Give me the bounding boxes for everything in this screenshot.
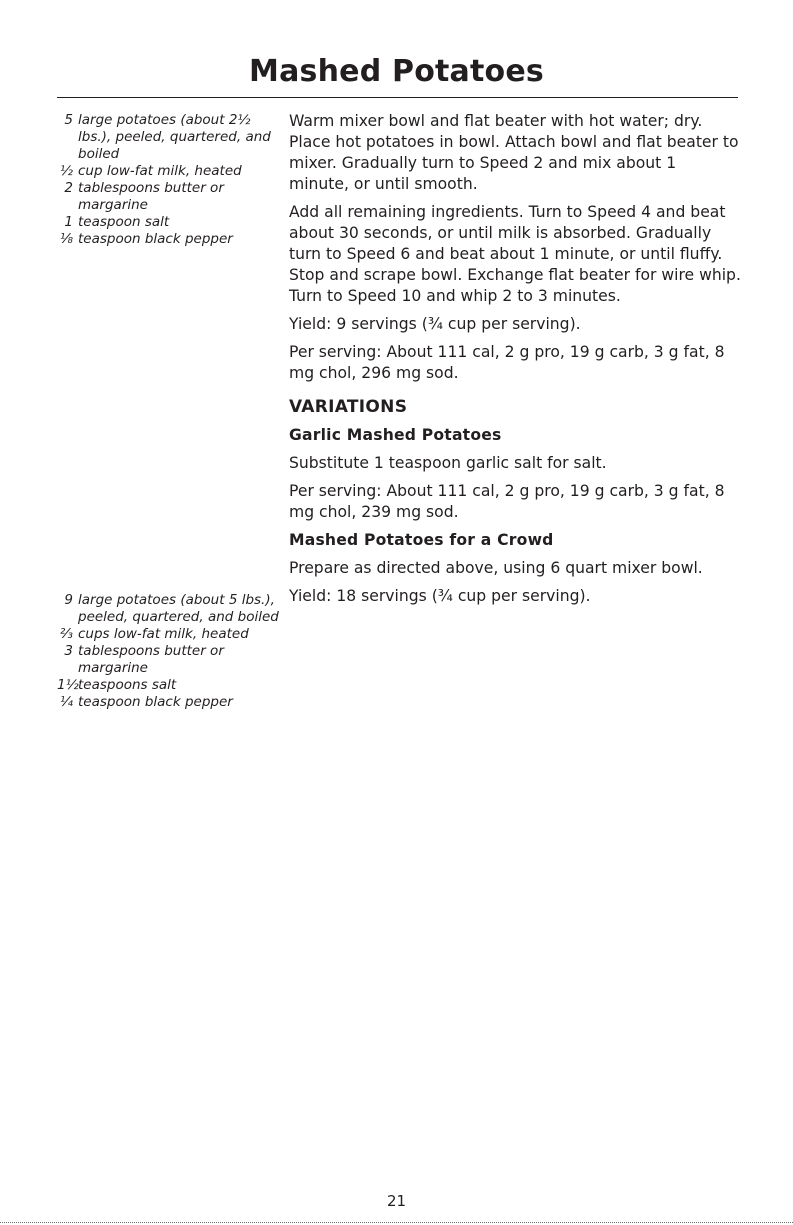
ingredient-item	[57, 231, 282, 248]
ingredient-item	[57, 694, 282, 711]
crowd-variation-text: Prepare as directed above, using 6 quart mixer bowl.	[289, 559, 703, 577]
garlic-variation-text: Substitute 1 teaspoon garlic salt for salt.	[289, 454, 607, 472]
ingredient-quantity: ⅛	[59, 231, 73, 247]
ingredient-item	[57, 643, 282, 677]
page-number: 21	[386, 1192, 407, 1210]
ingredient-item	[57, 592, 282, 626]
ingredient-text: teaspoon salt	[78, 214, 170, 230]
ingredient-item	[57, 163, 282, 180]
ingredient-quantity: 2	[64, 180, 73, 196]
ingredient-quantity: 3	[64, 643, 73, 659]
ingredient-text: teaspoon black pepper	[78, 694, 233, 710]
ingredient-list-main	[57, 112, 282, 248]
ingredient-text: teaspoon black pepper	[78, 231, 233, 247]
ingredient-item	[57, 180, 282, 214]
method-step: Add all remaining ingredients. Turn to Speed 4 and beat about 30 seconds, or until milk is absorbed. Gradually turn to Speed 6 and beat about 1 minute, or until fluffy. Stop and scrape bowl. Exchange flat beater for wire whip. Turn to Speed 10 and whip 2 to 3 minutes.	[289, 203, 741, 305]
ingredient-item	[57, 214, 282, 231]
crowd-variation-title: Mashed Potatoes for a Crowd	[289, 531, 554, 549]
garlic-variation-title: Garlic Mashed Potatoes	[289, 426, 502, 444]
ingredient-quantity: 1	[64, 214, 73, 230]
crowd-yield-text: Yield: 18 servings (¾ cup per serving).	[289, 587, 591, 605]
variations-heading: VARIATIONS	[289, 397, 408, 417]
page-title: Mashed Potatoes	[249, 54, 544, 89]
ingredient-text: cup low-fat milk, heated	[78, 163, 242, 179]
ingredient-item	[57, 626, 282, 643]
yield-text: Yield: 9 servings (¾ cup per serving).	[289, 315, 581, 333]
ingredient-quantity: ¼	[59, 694, 73, 710]
ingredient-text: cups low-fat milk, heated	[78, 626, 249, 642]
garlic-nutrition-text: Per serving: About 111 cal, 2 g pro, 19 g carb, 3 g fat, 8 mg chol, 239 mg sod.	[289, 482, 725, 521]
title-divider	[57, 97, 738, 98]
ingredient-text: tablespoons butter or margarine	[78, 643, 224, 676]
ingredient-item	[57, 677, 282, 694]
ingredient-item	[57, 112, 282, 163]
ingredient-text: tablespoons butter or margarine	[78, 180, 224, 213]
ingredient-list-crowd	[57, 592, 282, 711]
ingredient-quantity: ½	[59, 163, 73, 179]
ingredient-text: large potatoes (about 5 lbs.), peeled, quartered, and boiled	[78, 592, 279, 625]
nutrition-text: Per serving: About 111 cal, 2 g pro, 19 g carb, 3 g fat, 8 mg chol, 296 mg sod.	[289, 343, 725, 382]
bottom-border	[0, 1222, 793, 1223]
method-step: Warm mixer bowl and flat beater with hot water; dry. Place hot potatoes in bowl. Attach bowl and flat beater to mixer. Gradually turn to Speed 2 and mix about 1 minute, or until smooth.	[289, 112, 739, 193]
ingredient-quantity: 9	[64, 592, 73, 608]
ingredient-quantity: 1½	[57, 677, 79, 693]
ingredient-quantity: ⅔	[59, 626, 73, 642]
ingredient-quantity: 5	[64, 112, 73, 128]
ingredient-text: teaspoons salt	[78, 677, 177, 693]
ingredient-text: large potatoes (about 2½ lbs.), peeled, quartered, and boiled	[78, 112, 271, 162]
recipe-body	[289, 111, 741, 614]
